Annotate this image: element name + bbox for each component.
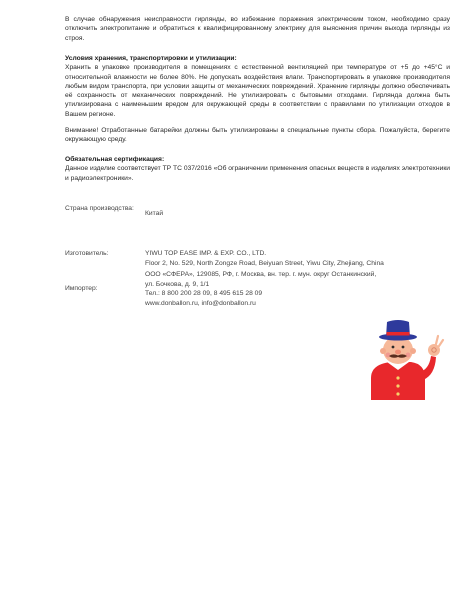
attention-paragraph: Внимание! Отработанные батарейки должны быть утилизированы в специальные пункты сбора. Пожалуйста, берегите окружающую среду. <box>65 127 450 144</box>
mascot-illustration <box>355 320 445 400</box>
importer-label: Импортер: <box>65 285 98 292</box>
storage-heading: Условия хранения, транспортировки и утилизации: <box>65 55 237 62</box>
country-label: Страна производства: <box>65 205 134 212</box>
mascot-nose <box>395 350 401 355</box>
importer-name: ООО «СФЕРА», 129085, РФ, г. Москва, вн. тер. г. мун. округ Останкинский, <box>145 271 377 278</box>
mascot-fingers <box>436 336 443 346</box>
certification-section <box>65 155 450 183</box>
mascot-ear <box>380 348 386 354</box>
country-value: Китай <box>145 210 164 217</box>
storage-section <box>65 54 450 119</box>
importer-phone: Тел.: 8 800 200 28 09, 8 495 615 28 09 <box>145 290 263 298</box>
mascot-eye <box>392 346 395 349</box>
mascot-cheek <box>406 353 411 358</box>
mascot-cheek <box>386 353 391 358</box>
mascot-button <box>396 376 399 379</box>
manufacturer-address: Floor 2, No. 529, North Zongze Road, Beiyuan Street, Yiwu City, Zhejiang, China <box>145 259 384 267</box>
importer-details <box>145 270 376 308</box>
manufacturer-label: Изготовитель: <box>65 250 109 257</box>
manufacturer-details <box>145 249 384 268</box>
importer-web: www.donballon.ru, info@donballon.ru <box>145 299 256 307</box>
certification-heading: Обязательная сертификация: <box>65 156 165 163</box>
importer-street: ул. Бочкова, д. 9, 1/1 <box>145 280 210 288</box>
mascot-hat-band <box>387 332 410 336</box>
manufacturer-name: YIWU TOP EASE IMP. & EXP. CO., LTD. <box>145 250 267 257</box>
certification-text: Данное изделие соответствует ТР ТС 037/2016 «Об ограничении применения опасных веществ в изделиях электротехники и радиоэлектроники». <box>65 165 450 182</box>
storage-text: Хранить в упаковке производителя в помещениях с естественной вентиляцией при температуре от +5 до +45°С и относительной влажности не более 80%. Не допускать воздействия влаги. Транспортировать в упаковке производителя любым видом транспорта, при условии защиты от механических повреждений. Хранение гирлянды должно обеспечивать её сохранность от механических повреждений. Не утилизировать с бытовыми отходами. Гирлянда должна быть утилизирована с наименьшим вредом для окружающей среды в соответствии с правилами по утилизации отходов в Вашем регионе. <box>65 64 450 118</box>
mascot-eye <box>402 346 405 349</box>
mascot-ear <box>410 348 416 354</box>
mascot-button <box>396 384 399 387</box>
mascot-button <box>396 392 399 395</box>
warning-paragraph: В случае обнаружения неисправности гирлянды, во избежание поражения электрическим током, необходимо сразу отключить электропитание и обратиться к квалифицированному электрику для выяснения причин выхода гирлянды из строя. <box>65 16 450 42</box>
